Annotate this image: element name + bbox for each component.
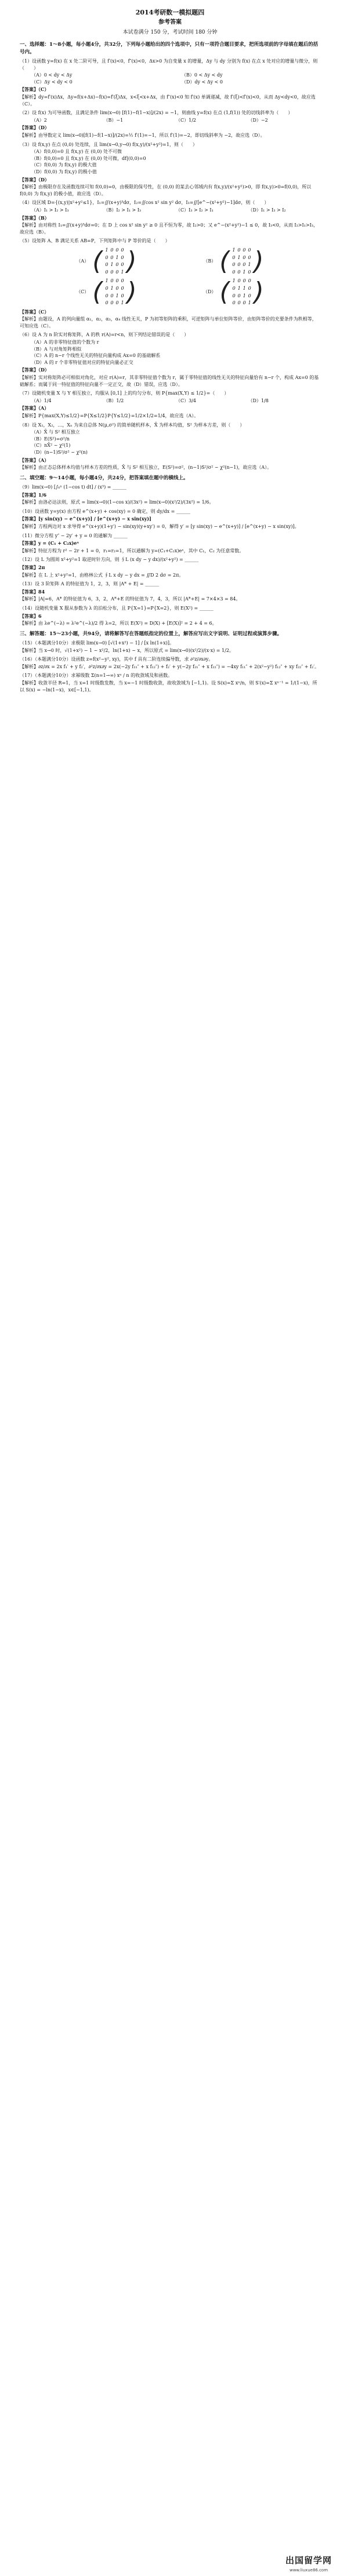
- option-a: （A）2: [31, 117, 47, 123]
- matrix-cell: 0: [115, 262, 119, 268]
- section-heading-essay: 三、解答题：15～23小题，共94分，请将解答写在答题纸指定的位置上，解答应写出文字说明、证明过程或演算步骤。: [20, 631, 282, 637]
- solution: 【解析】方程两边对 x 求导得 e^(x+y)(1+y′) − sin(xy)(y+xy′) = 0，解得 y′ = [y sin(xy) − e^(x+y)] / [e^(x+y) − x sin(xy)]。: [20, 524, 299, 530]
- matrix-option: [76, 247, 136, 275]
- solution: 【解析】∂z/∂x = 2x f₁′ + y f₂′，∂²z/∂x∂y = 2x(−2y f₁₁″ + x f₁₂″) + f₂′ + y(−2y f₂₁″ + x f₂₂″) = −4xy f₁₁″ + 2(x²−y²) f₁₂″ + xy f₂₂″ + f₂′。: [20, 664, 320, 669]
- page-title: 2014考研数一模拟题四: [135, 9, 205, 16]
- solution: 【解析】|A|=6，A* 的特征值为 6，3，2，A*+E 的特征值为 7，4，3，所以 |A*+E| = 7×4×3 = 84。: [20, 596, 241, 602]
- matrix-grid: [232, 278, 252, 306]
- option-list: [31, 398, 320, 405]
- matrix-option-label: （D）: [203, 289, 216, 295]
- matrix-cell: 1: [237, 254, 241, 260]
- option-b: （B）−1: [103, 117, 124, 123]
- option-c: （C）3/4: [176, 398, 196, 403]
- section-heading-fill: 二、填空题：9～14小题，每小题4分，共24分，把答案填在题中的横线上。: [20, 475, 189, 481]
- option-d: （D）A 的 r 个非零特征值对应的特征向量必正交: [31, 359, 133, 365]
- matrix-cell: 1: [237, 285, 241, 291]
- left-bracket: (: [219, 277, 230, 307]
- solution: 【解析】由极限存在及函数连续可知 f(0,0)=0，由极限的保号性，在 (0,0) 的某去心邻域内有 f(x,y)/(x²+y²)>0，即 f(x,y)>0=f(0,0)，所以 f(0,0) 为 f(x,y) 的极小值，故应选（D）。: [20, 184, 312, 196]
- option-d: （D）1/8: [248, 398, 269, 403]
- option-c: （C）nX̄² ~ χ²(1): [31, 443, 71, 449]
- matrix-cell: 1: [232, 247, 236, 253]
- matrix-cell: 0: [105, 285, 108, 291]
- option-c: （C）f(0,0) 为 f(x,y) 的极大值: [31, 162, 97, 168]
- matrix-cell: 0: [115, 269, 119, 275]
- question-stem: （2）设 f(x) 为可导函数，且满足条件 lim(x→0) [f(1)−f(1−x)]/(2x) = −1，则曲线 y=f(x) 在点 (1,f(1)) 处的切线斜率为（ ）: [20, 110, 293, 116]
- question-stem: （8）设 X₁，X₂，…，Xₙ 为来自总体 N(μ,σ²) 的简单随机样本，X̄ 为样本均值，S² 为样本方差，则（ ）: [20, 422, 245, 428]
- option-a: （A）X̄ 与 S² 相互独立: [31, 429, 80, 435]
- answer: 【答案】y = (C₁ + C₂x)eˣ: [20, 540, 79, 546]
- matrix-cell: 0: [115, 285, 119, 291]
- question-7: [20, 390, 320, 419]
- solution: 【解析】实对称矩阵必可相似对角化，对应 r(A)=r，其非零特征值个数为 r，属于零特征值的线性无关的特征向量恰有 n−r 个，构成 Ax=0 的基础解系；而属于同一特征值的特征向量不一定正交，故（D）错误，应选（D）。: [20, 375, 319, 387]
- matrix-cell: 1: [121, 300, 124, 306]
- watermark-url-text: www.liuxue86.com: [289, 2567, 328, 2573]
- question-13: [20, 581, 320, 603]
- question-3: [20, 141, 320, 198]
- matrix-cell: 0: [237, 269, 241, 275]
- option-c: （C）I₃ > I₂ > I₁: [176, 207, 214, 213]
- matrix-cell: 0: [232, 269, 236, 275]
- question-8: [20, 422, 320, 471]
- solution: 【解析】特征方程为 r² − 2r + 1 = 0，r₁=r₂=1，所以通解为 y=(C₁+C₂x)eˣ，其中 C₁，C₂ 为任意常数。: [20, 548, 244, 553]
- right-bracket: ): [254, 246, 264, 276]
- solution: 【解析】当 x→0 时，√(1+x²) − 1 ~ x²/2，ln(1+x) ~ x，所以原式 = lim(x→0)(x²/2)/(x·x) = 1/2。: [20, 647, 234, 653]
- solution: 【解析】dy=f′(x)Δx，Δy=f(x+Δx)−f(x)=f′(ξ)Δx，x<ξ<x+Δx，由 f″(x)<0 知 f′(x) 单调递减，故 f′(ξ)<f′(x)<0，从而 Δy<dy<0，故应选（C）。: [20, 94, 316, 107]
- option-d: （D）dy < Δy < 0: [182, 79, 223, 85]
- matrix-cell: 0: [232, 262, 236, 268]
- answer: 【答案】（C）: [20, 308, 49, 315]
- matrix-option: [76, 278, 136, 306]
- matrix-cell: 0: [243, 262, 246, 268]
- solution: 【解析】由题设，A 的列向量组 α₁，α₂，α₃，α₄ 线性无关，P 为初等矩阵的乘积，可逆矩阵与单位矩阵等价，由矩阵等价的充要条件为秩相等，可知应选（C）。: [20, 316, 317, 329]
- matrix-cell: 0: [248, 269, 251, 275]
- option-b: （B）I₂ > I₁ > I₃: [103, 207, 142, 213]
- matrix-cell: 1: [110, 262, 114, 268]
- left-bracket: (: [92, 246, 103, 276]
- section-heading-choice: 一、选择题：1～8小题，每小题4分，共32分，下列每小题给出的四个选项中，只有一项符合题目要求，把所选项前的字母填在题后的括号内。: [20, 42, 319, 55]
- matrix-cell: 0: [110, 269, 114, 275]
- matrix-cell: 0: [248, 293, 251, 298]
- question-stem: （3）设 f(x,y) 在点 (0,0) 处连续，且 lim(x→0,y→0) f(x,y)/(x²+y²)=1，则（ ）: [20, 141, 197, 147]
- question-stem: （17）（本题满分10分）求幂级数 Σ(n=1→∞) xⁿ / n 的收敛域及和函数。: [20, 673, 173, 679]
- matrix-cell: 1: [115, 293, 119, 298]
- solution: 【解析】由正态总体样本均值与样本方差的性质，X̄ 与 S² 相互独立，E(S²)=σ²，(n−1)S²/σ² ~ χ²(n−1)，故应选（A）。: [20, 465, 272, 471]
- answer: 【答案】2π: [20, 564, 45, 571]
- matrix-cell: 0: [237, 300, 241, 306]
- matrix-cell: 0: [105, 269, 108, 275]
- matrix-cell: 0: [243, 247, 246, 253]
- matrix-grid: [104, 278, 125, 306]
- matrix-options-row-2: [43, 278, 297, 306]
- left-bracket: (: [92, 277, 103, 307]
- matrix-cell: 0: [237, 262, 241, 268]
- answer: 【答案】（D）: [20, 176, 49, 183]
- option-d: （D）−2: [248, 117, 268, 123]
- matrix-option-label: （C）: [76, 289, 89, 295]
- matrix-cell: 0: [243, 254, 246, 260]
- answer: 【答案】1/6: [20, 491, 47, 498]
- answer: 【答案】84: [20, 588, 45, 595]
- question-14: [20, 605, 320, 627]
- matrix-cell: 0: [110, 300, 114, 306]
- option-d: （D）(n−1)S²/σ² ~ χ²(n): [31, 449, 88, 455]
- question-stem: （1）设函数 y=f(x) 在 x 处二阶可导，且 f′(x)<0，f″(x)<0，Δx>0 为自变量 x 的增量，Δy 与 dy 分别为 f(x) 在点 x 处对应的增量与微分，则（ ）: [20, 59, 318, 71]
- option-b: （B）0 < Δy < dy: [182, 72, 223, 78]
- option-c: （C）Δy < dy < 0: [31, 79, 73, 85]
- question-4: [20, 199, 320, 235]
- question-stem: （12）设 L 为圆周 x²+y²=1 取逆时针方向，则 ∮L (x dy − y dx)/(x²+y²) = ______: [20, 557, 199, 563]
- matrix-cell: 0: [115, 278, 119, 284]
- matrix-option: [203, 278, 264, 306]
- matrix-option-label: （A）: [76, 258, 89, 264]
- matrix-cell: 0: [248, 285, 251, 291]
- option-a: （A）0 < dy < Δy: [31, 72, 73, 78]
- solution: 【解析】由洛必达法则，原式 = lim(x→0)(1−cos x)/(3x²) = lim(x→0)(x²/2)/(3x²) = 1/6。: [20, 500, 214, 505]
- option-c: （C）A 的 n−r 个线性无关的特征向量构成 Ax=0 的基础解系: [31, 353, 161, 359]
- question-stem: （4）设区域 D={(x,y)|x²+y²≤1}，I₁=∬(x+y)³dσ，I₂=∬cos x² sin y² dσ，I₃=∬[e^−(x²+y²)−1]dσ，则（ ）: [20, 200, 269, 206]
- matrix-cell: 0: [115, 247, 119, 253]
- option-a: （A）1/4: [31, 398, 52, 403]
- question-stem: （13）设 3 阶矩阵 A 的特征值为 1，2，3，则 |A* + E| = ______: [20, 581, 160, 587]
- matrix-cell: 1: [248, 300, 251, 306]
- solution: 【解析】由对称性 I₁=∬(x+y)³dσ=0；在 D 上 cos x² sin y² ≥ 0 且不恒为零，故 I₂>0；又 e^−(x²+y²)−1 ≤ 0，故 I₃<0，从而 I₂>I₁>I₃，故应选（B）。: [20, 223, 318, 235]
- solution: 【解析】由导数定义 lim(x→0)[f(1)−f(1−x)]/(2x)=½ f′(1)=−1，所以 f′(1)=−2，即切线斜率为 −2，故应选（D）。: [20, 133, 265, 139]
- matrix-cell: 0: [232, 300, 236, 306]
- matrix-cell: 0: [121, 254, 124, 260]
- matrix-cell: 0: [237, 278, 241, 284]
- option-list: [31, 429, 320, 456]
- matrix-cell: 0: [243, 278, 246, 284]
- matrix-cell: 0: [248, 278, 251, 284]
- right-bracket: ): [126, 246, 137, 276]
- matrix-cell: 0: [110, 247, 114, 253]
- matrix-cell: 0: [121, 278, 124, 284]
- matrix-cell: 1: [243, 293, 246, 298]
- matrix-grid: [231, 247, 252, 275]
- solution: 【解析】在 L 上 x²+y²=1，由格林公式 ∮L x dy − y dx = ∬D 2 dσ = 2π。: [20, 572, 184, 578]
- question-stem: （16）（本题满分10分）设函数 z=f(x²−y², xy)，其中 f 具有二阶连续偏导数，求 ∂²z/∂x∂y。: [20, 657, 214, 662]
- answer: 【答案】（C）: [20, 86, 49, 93]
- page-subtitle: 参考答案: [158, 19, 182, 25]
- answer: 【答案】（D）: [20, 367, 49, 373]
- matrix-cell: 0: [243, 300, 246, 306]
- solution: 【解析】由 λe^(−λ) = λ²e^(−λ)/2 得 λ=2，所以 E(X²) = D(X) + [E(X)]² = 2 + 4 = 6。: [20, 621, 217, 626]
- answer: 【答案】6: [20, 613, 42, 619]
- option-b: （B）f(0,0)=0 且 f(x,y) 在 (0,0) 处可微，df|(0,0)=0: [31, 155, 146, 161]
- question-15: [20, 640, 320, 654]
- answer: 【答案】（B）: [20, 214, 49, 221]
- matrix-cell: 0: [248, 254, 251, 260]
- matrix-cell: 0: [237, 247, 241, 253]
- question-1: [20, 58, 320, 107]
- option-c: （C）1/2: [176, 117, 196, 123]
- matrix-cell: 0: [121, 262, 124, 268]
- matrix-cell: 0: [105, 254, 108, 260]
- matrix-cell: 0: [248, 247, 251, 253]
- matrix-cell: 0: [232, 254, 236, 260]
- matrix-cell: 0: [110, 278, 114, 284]
- matrix-cell: 0: [105, 293, 108, 298]
- option-a: （A）A 的非零特征值的个数为 r: [31, 340, 99, 345]
- matrix-cell: 1: [105, 247, 108, 253]
- matrix-grid: [104, 247, 125, 275]
- option-list: [31, 207, 320, 214]
- matrix-cell: 0: [237, 293, 241, 298]
- answer: 【答案】（A）: [20, 405, 49, 411]
- matrix-option-label: （B）: [203, 258, 216, 264]
- answer: 【答案】[y sin(xy) − e^(x+y)] / [e^(x+y) − x sin(xy)]: [20, 516, 151, 522]
- option-a: （A）I₁ > I₂ > I₃: [31, 207, 69, 213]
- matrix-cell: 0: [105, 262, 108, 268]
- right-bracket: ): [126, 277, 137, 307]
- matrix-cell: 1: [248, 262, 251, 268]
- question-12: [20, 556, 320, 578]
- question-11: [20, 533, 320, 555]
- question-9: [20, 484, 320, 506]
- matrix-cell: 1: [121, 269, 124, 275]
- option-b: （B）E(S²)=σ²/n: [31, 436, 70, 442]
- matrix-cell: 0: [105, 300, 108, 306]
- solution: 【解析】P{max(X,Y)≤1/2}=P{X≤1/2}P{Y≤1/2}=1/2×1/2=1/4，故应选（A）。: [20, 413, 199, 419]
- question-16: [20, 656, 320, 670]
- question-stem: （6）设 A 为 n 阶实对称矩阵，A 的秩 r(A)=r<n，则下列结论错误的是（ ）: [20, 332, 189, 338]
- option-list: [31, 72, 320, 85]
- answer: 【答案】（D）: [20, 125, 49, 131]
- question-stem: （7）设随机变量 X 与 Y 相互独立，均服从 [0,1] 上的均匀分布，则 P{max(X,Y) ≤ 1/2}=（ ）: [20, 391, 229, 396]
- question-stem: （11）微分方程 y″ − 2y′ + y = 0 的通解为 ______: [20, 533, 128, 538]
- option-d: （D）I₁ > I₃ > I₂: [248, 207, 286, 213]
- question-stem: （5）设矩阵 A、B 满足关系 AB=P，下列矩阵中与 P 等价的是（ ）: [20, 238, 170, 244]
- question-stem: （10）设函数 y=y(x) 由方程 e^(x+y) + cos(xy) = 0 确定，则 dy/dx = ______: [20, 508, 190, 514]
- matrix-cell: 0: [232, 285, 236, 291]
- matrix-cell: 1: [243, 269, 246, 275]
- option-list: [31, 148, 320, 175]
- option-d: （D）f(0,0) 为 f(x,y) 的极小值: [31, 169, 97, 175]
- option-list: [31, 339, 320, 366]
- watermark-main-text: 出国留学网: [285, 2555, 332, 2566]
- question-2: [20, 110, 320, 139]
- matrix-cell: 1: [232, 278, 236, 284]
- right-bracket: ): [254, 277, 264, 307]
- option-list: [31, 117, 320, 124]
- matrix-cell: 0: [121, 293, 124, 298]
- matrix-cell: 0: [110, 254, 114, 260]
- option-b: （B）A 与对角矩阵相似: [31, 346, 82, 352]
- matrix-cell: 0: [121, 285, 124, 291]
- left-bracket: (: [219, 246, 230, 276]
- score-line: 本试卷满分 150 分，考试时间 180 分钟: [122, 30, 218, 36]
- matrix-cell: 1: [115, 254, 119, 260]
- matrix-cell: 1: [243, 285, 246, 291]
- question-5: [20, 238, 320, 329]
- matrix-cell: 0: [110, 293, 114, 298]
- answer: 【答案】（A）: [20, 457, 49, 463]
- option-b: （B）1/2: [103, 398, 124, 403]
- question-10: [20, 508, 320, 530]
- question-17: [20, 672, 320, 693]
- solution: 【解析】收敛半径 R=1，当 x=1 时级数发散，当 x=−1 时级数收敛，故收敛域为 [−1,1)。设 S(x)=Σ xⁿ/n，则 S′(x)=Σ xⁿ⁻¹ = 1/(1−x)，所以 S(x) = −ln(1−x)，x∈[−1,1)。: [20, 680, 317, 693]
- matrix-options-row-1: [43, 247, 297, 275]
- matrix-cell: 0: [232, 293, 236, 298]
- option-a: （A）f(0,0)=0 且 f(x,y) 在 (0,0) 处不可微: [31, 149, 122, 155]
- question-stem: （9）lim(x→0) [∫₀ˣ (1−cos t) dt] / (x³) = ______: [20, 484, 127, 490]
- question-stem: （15）（本题满分10分）求极限 lim(x→0) [√(1+x²) − 1] / [x ln(1+x)]。: [20, 640, 175, 646]
- matrix-cell: 0: [121, 247, 124, 253]
- site-watermark-logo: [281, 2555, 337, 2573]
- question-6: [20, 331, 320, 388]
- question-stem: （14）设随机变量 X 服从参数为 λ 的泊松分布，且 P{X=1}=P{X=2}，则 E(X²) = ______: [20, 605, 214, 611]
- matrix-option: [203, 247, 263, 275]
- matrix-cell: 1: [110, 285, 114, 291]
- matrix-cell: 0: [115, 300, 119, 306]
- matrix-cell: 1: [105, 278, 108, 284]
